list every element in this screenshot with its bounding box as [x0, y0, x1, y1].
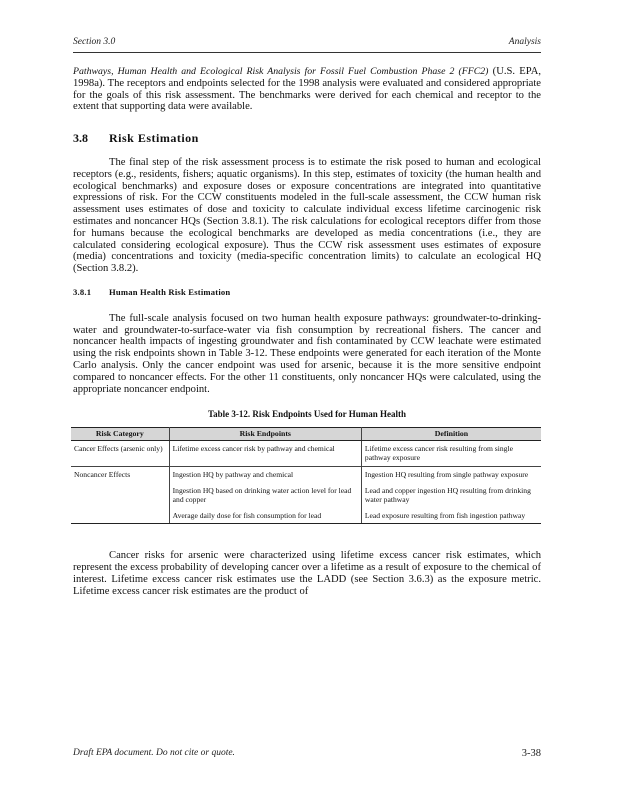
subsection-title: Human Health Risk Estimation — [109, 286, 231, 297]
table-row — [71, 466, 541, 482]
section-paragraph: The final step of the risk assessment process is to estimate the risk posed to human and ecological receptors (e.g., residents, fishers; aquatic organisms). In this step, estimates of toxicity (the human health and ecological benchmarks) and exposure doses or exposure concentrations are integrated into quantitative expressions of risk. For the CCW constituents modeled in the full-scale assessment, the CCW human risk assessment uses estimates of dose and toxicity to calculate individual excess lifetime carcinogenic risk estimates and noncancer HQs (Section 3.8.1). The risk calculations for ecological receptors differ from those for humans because the ecological benchmarks are developed as media concentrations (i.e., they are calculated considering ecological exposure). Thus the CCW risk assessment uses estimates of exposure (media) concentrations and toxicity (media-specific concentration limits) to calculate an ecological HQ (Section 3.8.2). — [73, 156, 541, 275]
table-cell: Ingestion HQ by pathway and chemical — [169, 466, 361, 482]
table-cell: Lead and copper ingestion HQ resulting from drinking water pathway — [364, 485, 531, 505]
table-row — [71, 508, 541, 524]
table-header-row — [71, 428, 541, 441]
table-header-cell: Definition — [361, 428, 541, 441]
header-rule — [73, 52, 541, 53]
table-cell: Average daily dose for fish consumption for lead — [169, 508, 361, 524]
table-header-cell: Risk Category — [71, 428, 169, 441]
table-cell: Cancer Effects (arsenic only) — [71, 440, 169, 466]
page-number: 3-38 — [521, 748, 541, 759]
intro-paragraph — [73, 66, 541, 113]
intro-text: (U.S. EPA, 1998a). The receptors and endpoints selected for the 1998 analysis were evaluated and considered appropriate for the goals of this risk assessment. The benchmarks were derived for each chemical and receptor to the extent that supporting data were available. — [73, 66, 541, 113]
header-section-label: Section 3.0 — [73, 37, 116, 47]
subsection-heading — [73, 287, 541, 299]
risk-endpoints-table — [71, 427, 541, 524]
table-cell: Ingestion HQ resulting from single pathway exposure — [364, 469, 529, 479]
table-cell: Lead exposure resulting from fish ingestion pathway — [361, 508, 541, 524]
table-row — [71, 483, 541, 508]
table-cell: Lifetime excess cancer risk by pathway and chemical — [169, 440, 361, 466]
table-row — [71, 440, 541, 466]
footer-disclaimer: Draft EPA document. Do not cite or quote. — [73, 748, 235, 758]
table-cell — [71, 483, 169, 508]
table-cell: Lifetime excess cancer risk resulting from single pathway exposure — [361, 440, 541, 466]
header-chapter-label: Analysis — [508, 37, 541, 47]
table-cell — [71, 508, 169, 524]
table-cell: Noncancer Effects — [71, 466, 169, 482]
intro-citation: Pathways, Human Health and Ecological Risk Analysis for Fossil Fuel Combustion Phase 2 (FFC2) — [73, 66, 489, 77]
table-header-cell: Risk Endpoints — [169, 428, 361, 441]
table-caption: Table 3-12. Risk Endpoints Used for Human Health — [207, 409, 407, 420]
closing-paragraph: Cancer risks for arsenic were characterized using lifetime excess cancer risk estimates, which represent the excess probability of developing cancer over a lifetime as a result of exposure to the chemical of interest. Lifetime excess cancer risk estimates use the LADD (see Section 3.6.3) as the exposure metric. Lifetime excess cancer risk estimates are the product of — [73, 550, 541, 597]
page-body — [73, 66, 541, 597]
section-title: Risk Estimation — [109, 131, 199, 146]
subsection-number: 3.8.1 — [73, 286, 92, 297]
table-cell: Ingestion HQ based on drinking water action level for lead and copper — [169, 483, 361, 508]
subsection-paragraph: The full-scale analysis focused on two human health exposure pathways: groundwater-to-drinking-water and groundwater-to-surface-water via fish consumption by recreational fishers. The cancer and noncancer health impacts of ingesting groundwater and fish contaminated by CCW leachate were estimated using the risk endpoints shown in Table 3-12. These endpoints were generated for each iteration of the Monte Carlo analysis. Only the cancer endpoint was used for arsenic, because it is the more sensitive endpoint compared to noncancer effects. For the other 11 constituents, only noncancer HQs were calculated, using the appropriate noncancer endpoint. — [73, 312, 541, 395]
section-heading — [73, 133, 541, 145]
section-number: 3.8 — [73, 131, 88, 146]
